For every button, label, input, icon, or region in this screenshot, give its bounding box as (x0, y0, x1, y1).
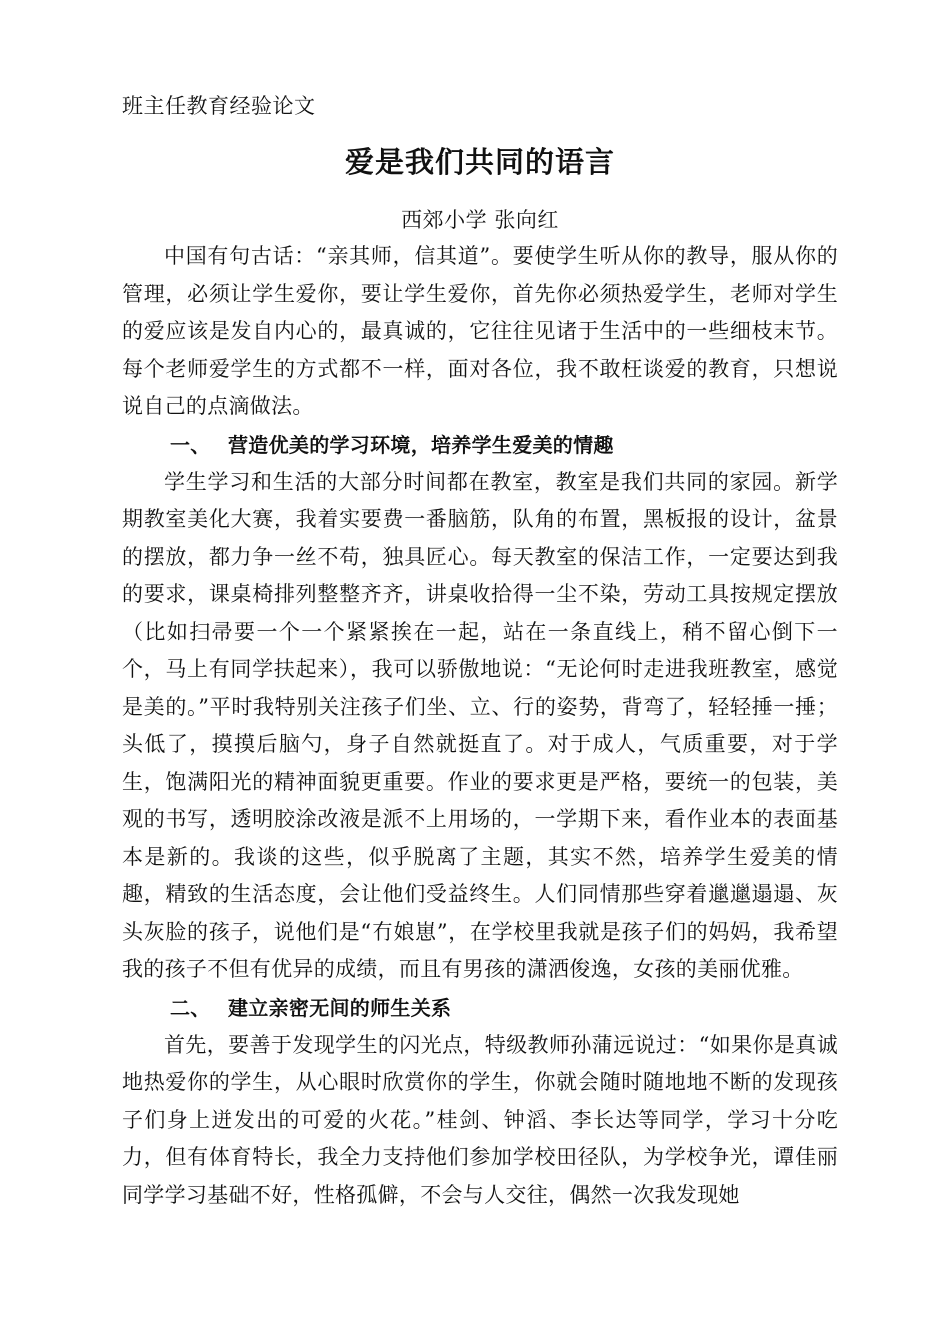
document-category-label: 班主任教育经验论文 (122, 94, 316, 118)
section-heading-1-number: 一、 (170, 432, 211, 457)
section-heading-1-text: 营造优美的学习环境，培养学生爱美的情趣 (228, 432, 614, 457)
section-2-paragraph: 首先，要善于发现学生的闪光点，特级教师孙蒲远说过：“如果你是真诚地热爱你的学生，从心眼时欣赏你的学生，你就会随时随地地不断的发现孩子们身上迸发出的可爱的火花。”桂剑、钟滔、李长达等同学，学习十分吃力，但有体育特长，我全力支持他们参加学校田径队，为学校争光，谭佳丽同学学习基础不好，性格孤僻，不会与人交往，偶然一次我发现她 (122, 1032, 838, 1207)
document-title: 爱是我们共同的语言 (344, 145, 615, 179)
section-heading-2-number: 二、 (170, 995, 211, 1020)
document-author: 西郊小学 张向红 (401, 208, 559, 232)
document-page (122, 88, 838, 1214)
section-heading-2 (122, 989, 838, 1027)
section-1-paragraph: 学生学习和生活的大部分时间都在教室，教室是我们共同的家园。新学期教室美化大赛，我着实要费一番脑筋，队角的布置，黑板报的设计，盆景的摆放，都力争一丝不苟，独具匠心。每天教室的保洁工作，一定要达到我的要求，课桌椅排列整整齐齐，讲桌收拾得一尘不染，劳动工具按规定摆放（比如扫帚要一个一个紧紧挨在一起，站在一条直线上，稍不留心倒下一个，马上有同学扶起来），我可以骄傲地说：“无论何时走进我班教室，感觉是美的。”平时我特别关注孩子们坐、立、行的姿势，背弯了，轻轻捶一捶；头低了，摸摸后脑勺，身子自然就挺直了。对于成人，气质重要，对于学生，饱满阳光的精神面貌更重要。作业的要求更是严格，要统一的包装，美观的书写，透明胶涂改液是派不上用场的，一学期下来，看作业本的表面基本是新的。我谈的这些，似乎脱离了主题，其实不然，培养学生爱美的情趣，精致的生活态度，会让他们受益终生。人们同情那些穿着邋邋遢遢、灰头灰脸的孩子，说他们是“冇娘崽”，在学校里我就是孩子们的妈妈，我希望我的孩子不但有优异的成绩，而且有男孩的潇洒俊逸，女孩的美丽优雅。 (122, 469, 838, 981)
section-heading-1 (122, 426, 838, 464)
intro-paragraph: 中国有句古话：“亲其师，信其道”。要使学生听从你的教导，服从你的管理，必须让学生爱你，要让学生爱你，首先你必须热爱学生，老师对学生的爱应该是发自内心的，最真诚的，它往往见诸于生活中的一些细枝末节。每个老师爱学生的方式都不一样，面对各位，我不敢枉谈爱的教育，只想说说自己的点滴做法。 (122, 244, 838, 418)
section-heading-2-text: 建立亲密无间的师生关系 (228, 995, 452, 1020)
